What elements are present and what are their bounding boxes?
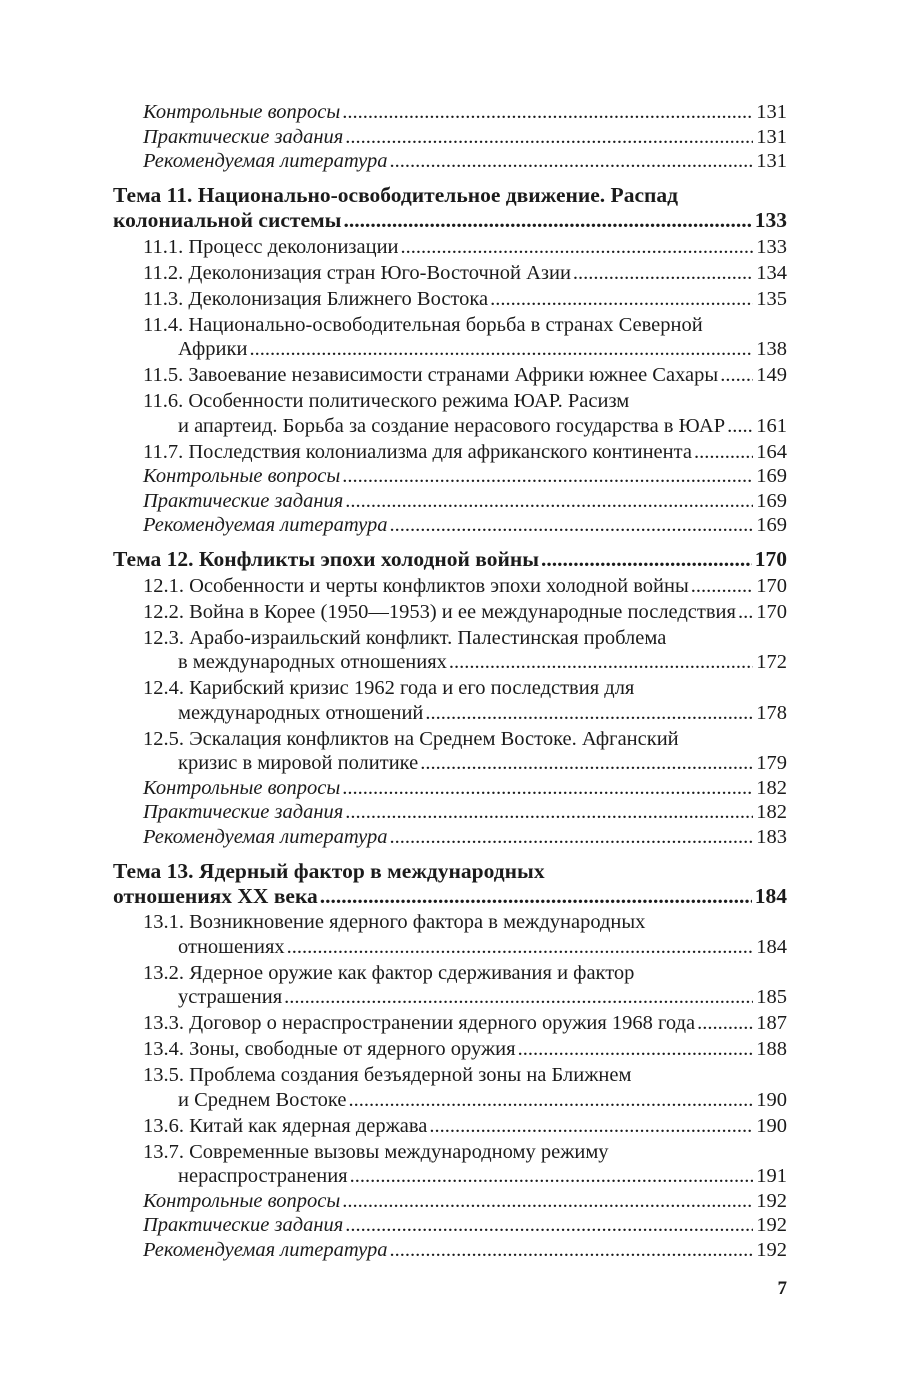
dot-leader (342, 776, 753, 801)
dot-leader (345, 800, 753, 825)
subsection-entry (113, 1011, 787, 1036)
subsection-entry (113, 1140, 787, 1189)
page-ref: 191 (756, 1165, 787, 1187)
dot-leader (390, 513, 754, 538)
entry-text: 11.6. Особенности политического режима ЮАР. Расизм (143, 390, 630, 412)
entry-text: 11.1. Процесс деколонизации (143, 235, 399, 258)
dot-leader (449, 650, 753, 675)
page-ref: 184 (756, 935, 787, 958)
entry-line (143, 389, 787, 414)
subsection-entry (113, 363, 787, 388)
dot-leader (429, 1114, 753, 1139)
page-ref: 182 (756, 776, 787, 799)
dot-leader (420, 751, 753, 776)
entry-line (143, 961, 787, 986)
subsection-entry (113, 261, 787, 286)
page-ref: 187 (756, 1012, 787, 1034)
entry-text: Тема 11. Национально-освободительное движение. Распад (113, 183, 678, 207)
entry-line (143, 600, 787, 625)
dot-leader (573, 261, 753, 286)
subsection-entry (113, 1037, 787, 1062)
entry-text: Контрольные вопросы (143, 465, 341, 487)
dot-leader (691, 574, 754, 599)
subsection-entry (113, 1114, 787, 1139)
subsection-entry (113, 235, 787, 260)
entry-text: Практические задания (143, 489, 344, 512)
entry-text: Контрольные вопросы (143, 776, 341, 799)
entry-line (143, 1063, 787, 1088)
table-of-contents (113, 100, 787, 1262)
entry-line (143, 825, 787, 850)
entry-text: нераспространения (178, 1165, 348, 1187)
page-ref: 188 (756, 1038, 787, 1060)
entry-line (143, 985, 787, 1010)
dot-leader (345, 125, 753, 150)
entry-line (143, 935, 787, 960)
entry-line (143, 513, 787, 538)
dot-leader (390, 825, 754, 850)
page-number: 7 (777, 1278, 787, 1299)
entry-text: 12.1. Особенности и черты конфликтов эпохи холодной войны (143, 574, 689, 597)
entry-line (143, 440, 787, 465)
page-ref: 192 (756, 1238, 787, 1261)
page-ref: 169 (756, 465, 787, 487)
entry-text: 13.5. Проблема создания безъядерной зоны на Ближнем (143, 1064, 632, 1086)
entry-line (143, 337, 787, 362)
page-ref: 185 (756, 986, 787, 1008)
entry-text: Контрольные вопросы (143, 1189, 341, 1212)
dot-leader (345, 489, 753, 514)
entry-text: 13.7. Современные вызовы международному режиму (143, 1140, 609, 1163)
dot-leader (390, 1238, 754, 1263)
dot-leader (425, 701, 753, 726)
toc-section (113, 183, 787, 538)
page-ref: 172 (756, 651, 787, 673)
entry-text: Африки (178, 338, 248, 360)
entry-line (143, 235, 787, 260)
dot-leader (345, 1213, 753, 1238)
dot-leader (518, 1037, 754, 1062)
page-ref: 149 (756, 364, 787, 386)
entry-text: Тема 13. Ядерный фактор в международных (113, 858, 545, 883)
study-material-entry (113, 825, 787, 850)
dot-leader (694, 440, 753, 465)
entry-text: 11.5. Завоевание независимости странами Африки южнее Сахары (143, 364, 719, 386)
study-material-entry (113, 1238, 787, 1263)
topic-heading (113, 183, 787, 233)
study-material-entry (113, 800, 787, 825)
entry-text: 12.2. Война в Корее (1950—1953) и ее международные последствия (143, 600, 736, 623)
entry-text: Контрольные вопросы (143, 101, 341, 123)
study-material-entry (113, 149, 787, 174)
page-ref: 170 (756, 574, 787, 597)
entry-line (143, 910, 787, 935)
study-material-entry (113, 513, 787, 538)
dot-leader (541, 547, 752, 572)
entry-line (143, 149, 787, 174)
entry-line (143, 776, 787, 801)
subsection-entry (113, 676, 787, 725)
entry-line (143, 1164, 787, 1189)
entry-text: международных отношений (178, 701, 424, 724)
page-ref: 169 (756, 489, 787, 512)
entry-text: 12.3. Арабо-израильский конфликт. Палестинская проблема (143, 626, 667, 649)
page-ref: 134 (756, 261, 787, 284)
study-material-entry (113, 464, 787, 489)
entry-line (143, 1088, 787, 1113)
entry-line (143, 676, 787, 701)
study-material-entry (113, 1213, 787, 1238)
entry-text: 13.1. Возникновение ядерного фактора в международных (143, 911, 646, 933)
entry-line (143, 125, 787, 150)
page-ref: 190 (756, 1114, 787, 1137)
entry-text: 11.4. Национально-освободительная борьба в странах Северной (143, 313, 703, 336)
entry-line (143, 751, 787, 776)
entry-text: Рекомендуемая литература (143, 514, 388, 536)
entry-text: и апартеид. Борьба за создание нерасового государства в ЮАР (178, 414, 726, 437)
entry-line (143, 363, 787, 388)
dot-leader (342, 464, 753, 489)
toc-section (113, 547, 787, 849)
page-ref: 131 (756, 150, 787, 172)
entry-line (113, 859, 787, 884)
entry-line (143, 626, 787, 651)
entry-line (143, 1114, 787, 1139)
entry-line (143, 701, 787, 726)
entry-text: отношениях XX века (113, 883, 318, 908)
dot-leader (738, 600, 753, 625)
page-ref: 170 (754, 547, 787, 571)
study-material-entry (113, 489, 787, 514)
subsection-entry (113, 626, 787, 675)
page-ref: 183 (756, 825, 787, 848)
page-ref: 170 (756, 600, 787, 623)
subsection-entry (113, 574, 787, 599)
entry-line (143, 650, 787, 675)
entry-line (143, 574, 787, 599)
entry-text: в международных отношениях (178, 651, 447, 673)
entry-line (143, 261, 787, 286)
entry-text: 13.2. Ядерное оружие как фактор сдерживания и фактор (143, 961, 635, 984)
page-ref: 131 (756, 101, 787, 123)
dot-leader (390, 149, 754, 174)
subsection-entry (113, 389, 787, 438)
subsection-entry (113, 440, 787, 465)
study-material-entry (113, 776, 787, 801)
dot-leader (348, 1088, 753, 1113)
page-ref: 192 (756, 1189, 787, 1212)
entry-text: колониальной системы (113, 208, 342, 232)
entry-line (143, 1140, 787, 1165)
entry-text: 12.4. Карибский кризис 1962 года и его последствия для (143, 677, 635, 699)
entry-text: Рекомендуемая литература (143, 1238, 388, 1261)
dot-leader (320, 884, 752, 909)
page-ref: 135 (756, 287, 787, 310)
dot-leader (342, 100, 753, 125)
dot-leader (401, 235, 754, 260)
entry-text: Практические задания (143, 125, 344, 148)
entry-line (143, 1213, 787, 1238)
entry-line (143, 100, 787, 125)
entry-line (143, 287, 787, 312)
entry-text: устрашения (178, 986, 283, 1008)
study-material-entry (113, 100, 787, 125)
entry-text: Практические задания (143, 1214, 344, 1236)
study-material-entry (113, 125, 787, 150)
page-ref: 138 (756, 338, 787, 360)
dot-leader (720, 363, 753, 388)
page-ref: 182 (756, 801, 787, 823)
entry-text: Рекомендуемая литература (143, 150, 388, 172)
page-ref: 133 (754, 208, 787, 232)
entry-line (113, 183, 787, 208)
dot-leader (284, 985, 753, 1010)
page-ref: 169 (756, 514, 787, 536)
entry-text: и Среднем Востоке (178, 1088, 347, 1111)
entry-text: 11.7. Последствия колониализма для африканского континента (143, 440, 692, 463)
subsection-entry (113, 910, 787, 959)
entry-line (143, 1037, 787, 1062)
entry-line (113, 547, 787, 572)
subsection-entry (113, 287, 787, 312)
page-ref: 184 (754, 883, 787, 908)
entry-text: отношениях (178, 935, 285, 958)
page-ref: 192 (756, 1214, 787, 1236)
subsection-entry (113, 727, 787, 776)
entry-text: Рекомендуемая литература (143, 825, 388, 848)
subsection-entry (113, 313, 787, 362)
entry-text: 11.2. Деколонизация стран Юго-Восточной Азии (143, 261, 571, 284)
study-material-entry (113, 1189, 787, 1214)
page-ref: 164 (756, 440, 787, 463)
entry-text: 13.4. Зоны, свободные от ядерного оружия (143, 1038, 516, 1060)
entry-line (143, 313, 787, 338)
page-ref: 179 (756, 752, 787, 774)
entry-line (143, 414, 787, 439)
page-ref: 133 (756, 235, 787, 258)
entry-text: Тема 12. Конфликты эпохи холодной войны (113, 547, 540, 571)
entry-line (143, 489, 787, 514)
entry-text: 12.5. Эскалация конфликтов на Среднем Востоке. Афганский (143, 727, 679, 750)
dot-leader (490, 287, 753, 312)
dot-leader (350, 1164, 754, 1189)
subsection-entry (113, 600, 787, 625)
dot-leader (697, 1011, 753, 1036)
page-ref: 178 (756, 701, 787, 724)
subsection-entry (113, 961, 787, 1010)
entry-line (113, 884, 787, 909)
entry-text: кризис в мировой политике (178, 752, 419, 774)
entry-line (143, 1189, 787, 1214)
page-ref: 161 (756, 414, 787, 437)
entry-line (113, 208, 787, 233)
entry-line (143, 800, 787, 825)
dot-leader (287, 935, 754, 960)
page-ref: 190 (756, 1088, 787, 1111)
entry-line (143, 727, 787, 752)
entry-text: Практические задания (143, 801, 344, 823)
subsection-entry (113, 1063, 787, 1112)
entry-text: 13.6. Китай как ядерная держава (143, 1114, 428, 1137)
dot-leader (249, 337, 753, 362)
entry-text: 13.3. Договор о нераспространении ядерного оружия 1968 года (143, 1012, 696, 1034)
dot-leader (342, 1189, 753, 1214)
page-ref: 131 (756, 125, 787, 148)
topic-heading (113, 547, 787, 572)
toc-section (113, 100, 787, 174)
entry-text: 11.3. Деколонизация Ближнего Востока (143, 287, 489, 310)
toc-section (113, 859, 787, 1263)
entry-line (143, 464, 787, 489)
dot-leader (343, 208, 751, 233)
entry-line (143, 1011, 787, 1036)
dot-leader (727, 414, 753, 439)
topic-heading (113, 859, 787, 909)
entry-line (143, 1238, 787, 1263)
